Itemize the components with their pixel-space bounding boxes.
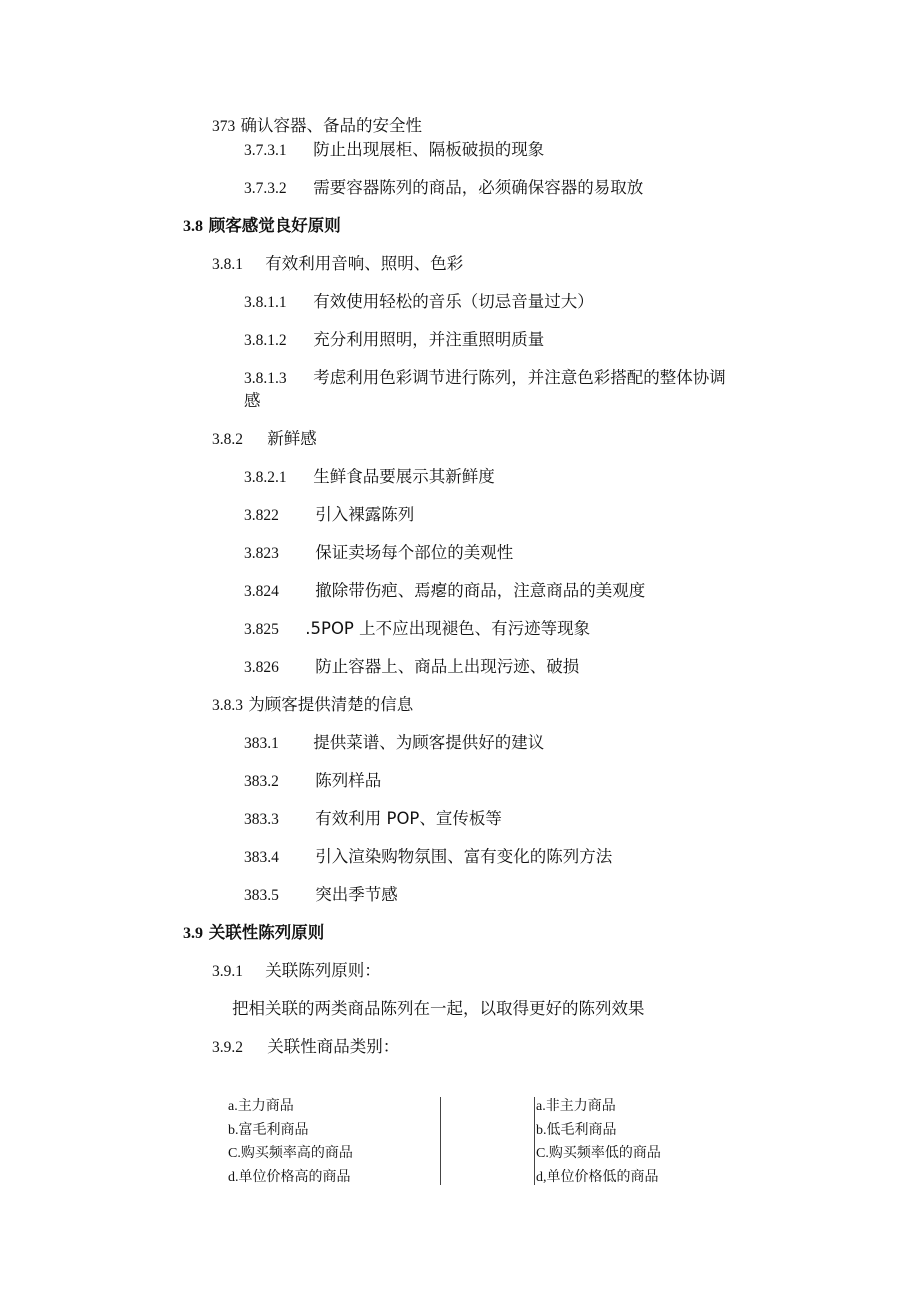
section-3-8-2-2 <box>244 504 414 527</box>
section-3-8-1-3-continuation: 感 <box>244 391 261 410</box>
section-text: 关联性陈列原则 <box>208 923 325 942</box>
section-text: 新鲜感 <box>267 429 317 448</box>
section-3-9-2 <box>212 1036 399 1059</box>
section-3-8-1 <box>212 253 463 276</box>
section-text: .5POP 上不应出现褪色、有污迹等现象 <box>305 619 591 638</box>
section-3-8-2-1 <box>244 466 495 489</box>
related-products-table <box>228 1095 688 1185</box>
section-3-7-3 <box>212 115 422 138</box>
section-text: 引入裸露陈列 <box>315 505 415 524</box>
section-text: 撤除带伤疤、焉瘪的商品，注意商品的美观度 <box>315 581 646 600</box>
section-number: 3.9 <box>183 925 203 942</box>
section-text: 陈列样品 <box>315 771 382 790</box>
section-3-8-1-1 <box>244 291 594 314</box>
section-number: 3.8.1.1 <box>244 294 287 311</box>
section-3-8-2-4 <box>244 580 645 603</box>
section-3-9-1-body <box>232 998 645 1020</box>
main-category-column <box>228 1095 353 1189</box>
section-text: 有效利用 POP、宣传板等 <box>315 809 502 828</box>
section-3-8-2-5 <box>244 618 590 641</box>
section-number: 3.8.2.1 <box>244 469 287 486</box>
section-3-8-2-6 <box>244 656 579 679</box>
section-3-9-heading <box>183 922 324 945</box>
column-divider <box>440 1097 441 1185</box>
table-cell: C.购买频率低的商品 <box>536 1146 661 1161</box>
section-text: 引入渲染购物氛围、富有变化的陈列方法 <box>315 847 613 866</box>
section-number: 3.825 <box>244 621 279 638</box>
section-number: 3.7.3.2 <box>244 180 287 197</box>
section-number: 3.823 <box>244 545 279 562</box>
section-3-8-3-4 <box>244 846 612 869</box>
section-number: 383.1 <box>244 735 279 752</box>
table-cell: b.富毛利商品 <box>228 1122 309 1138</box>
section-3-8-heading <box>183 215 341 238</box>
section-3-8-2 <box>212 428 317 451</box>
section-number: 3.8.1.2 <box>244 332 287 349</box>
section-text: 关联陈列原则： <box>265 961 381 980</box>
section-text: 充分利用照明，并注重照明质量 <box>313 330 545 349</box>
section-text: 保证卖场每个部位的美观性 <box>315 543 514 562</box>
table-cell: a.非主力商品 <box>536 1099 616 1114</box>
section-text: 把相关联的两类商品陈列在一起，以取得更好的陈列效果 <box>232 999 645 1018</box>
section-3-8-2-3 <box>244 542 513 565</box>
section-number: 3.826 <box>244 659 279 676</box>
section-3-8-1-3 <box>244 367 726 390</box>
section-text: 防止出现展柜、隔板破损的现象 <box>313 140 545 159</box>
section-number: 3.8.1 <box>212 256 243 273</box>
section-3-8-3 <box>212 694 413 717</box>
section-3-9-1 <box>212 960 381 983</box>
section-text: 突出季节感 <box>315 885 398 904</box>
section-number: 3.8.3 <box>212 697 243 714</box>
section-3-8-1-2 <box>244 329 544 352</box>
section-number: 383.3 <box>244 811 279 828</box>
section-3-7-3-1 <box>244 139 544 162</box>
section-3-8-3-3 <box>244 808 502 831</box>
section-text: 确认容器、备品的安全性 <box>240 116 422 135</box>
section-text: 顾客感觉良好原则 <box>208 216 341 235</box>
section-number: 3.7.3.1 <box>244 142 287 159</box>
section-number: 383.5 <box>244 887 279 904</box>
section-text: 为顾客提供清楚的信息 <box>248 695 414 714</box>
section-number: 3.8.1.3 <box>244 370 287 387</box>
section-3-8-3-5 <box>244 884 398 907</box>
table-cell: b.低毛利商品 <box>536 1122 617 1138</box>
section-text: 防止容器上、商品上出现污迹、破损 <box>315 657 580 676</box>
table-cell: C.购买频率高的商品 <box>228 1146 353 1161</box>
table-cell: a.主力商品 <box>228 1099 294 1114</box>
section-number: 373 <box>212 118 236 135</box>
section-text: 有效利用音响、照明、色彩 <box>265 254 464 273</box>
section-number: 3.822 <box>244 507 279 524</box>
section-text: 需要容器陈列的商品，必须确保容器的易取放 <box>313 178 644 197</box>
section-number: 3.8 <box>183 218 203 235</box>
section-number: 3.8.2 <box>212 431 243 448</box>
related-category-column <box>536 1095 661 1189</box>
section-3-8-3-2 <box>244 770 381 793</box>
section-number: 383.2 <box>244 773 279 790</box>
section-number: 3.824 <box>244 583 279 600</box>
section-text: 关联性商品类别： <box>267 1037 400 1056</box>
section-3-8-3-1 <box>244 732 544 755</box>
section-text: 有效使用轻松的音乐（切忌音量过大） <box>313 292 594 311</box>
table-cell: d,单位价格低的商品 <box>536 1169 659 1185</box>
section-text: 提供菜谱、为顾客提供好的建议 <box>313 733 545 752</box>
section-text: 考虑利用色彩调节进行陈列，并注意色彩搭配的整体协调 <box>313 368 726 387</box>
section-number: 3.9.1 <box>212 963 243 980</box>
section-number: 3.9.2 <box>212 1039 243 1056</box>
section-3-7-3-2 <box>244 177 643 200</box>
section-text: 生鲜食品要展示其新鲜度 <box>313 467 495 486</box>
table-cell: d.单位价格高的商品 <box>228 1169 351 1185</box>
section-number: 383.4 <box>244 849 279 866</box>
column-left-border <box>534 1097 535 1185</box>
